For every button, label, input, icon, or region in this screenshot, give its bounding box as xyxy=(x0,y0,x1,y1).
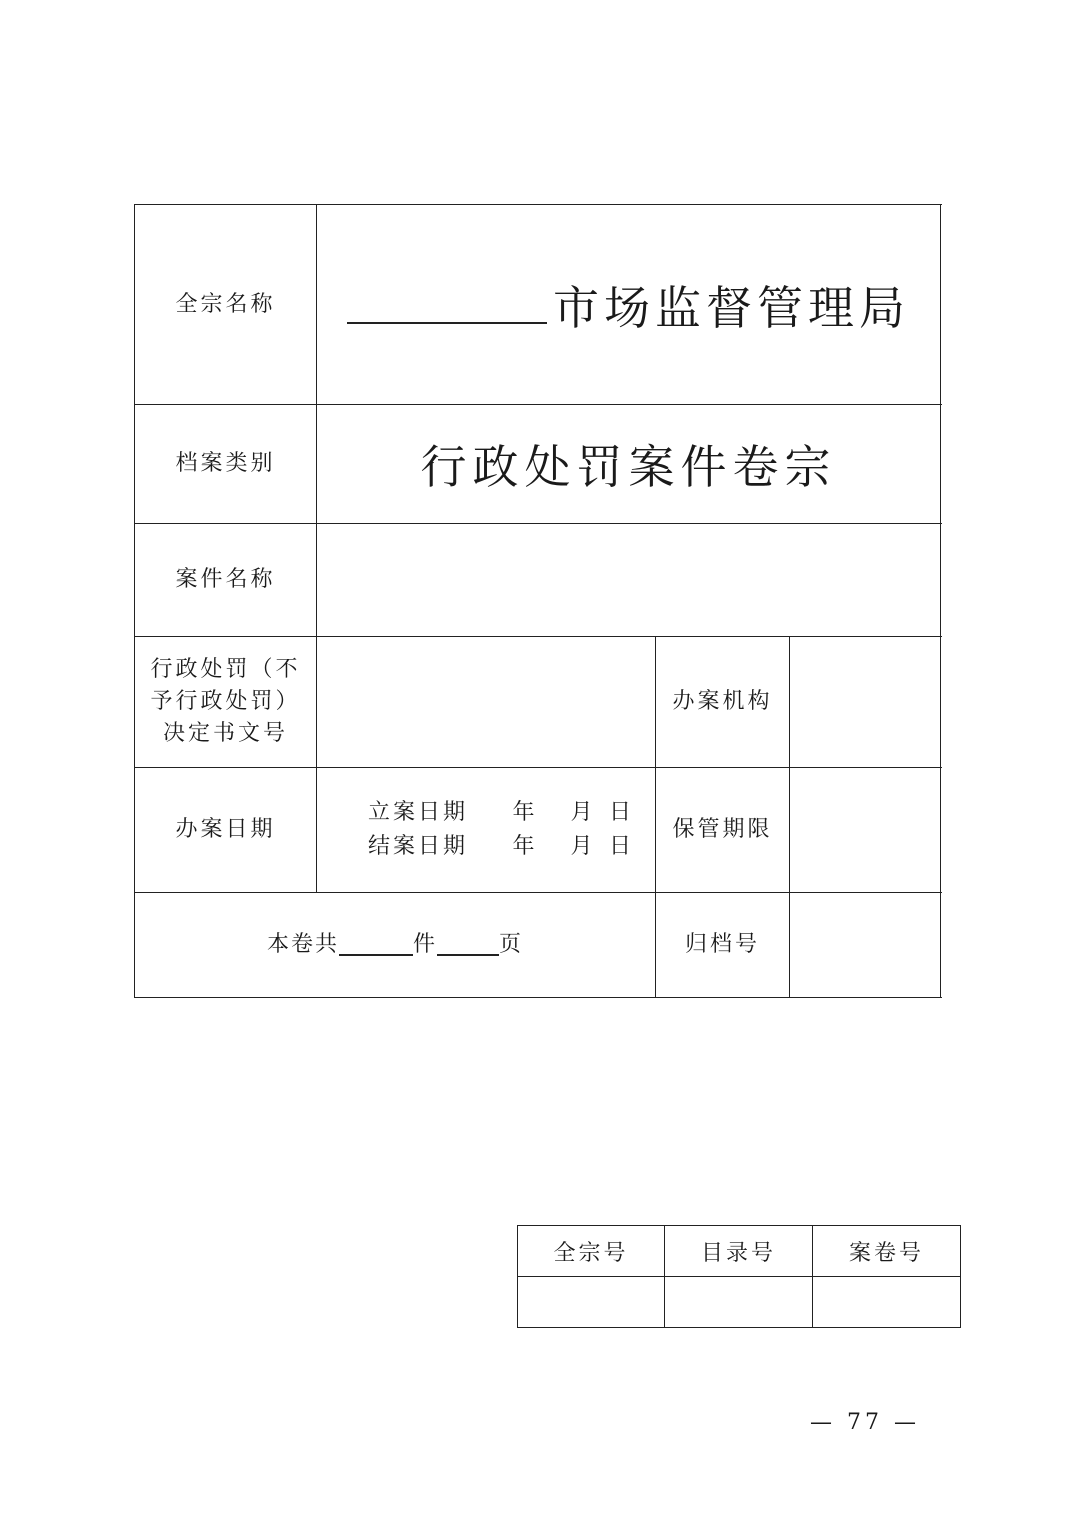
volume-pages-blank[interactable] xyxy=(437,953,499,956)
filing-month-label: 月 xyxy=(570,800,596,825)
catalog-no-label xyxy=(665,1226,812,1276)
closing-date-label: 结案日期 xyxy=(367,834,468,859)
handling-agency-label xyxy=(656,637,789,767)
closing-month-label: 月 xyxy=(570,834,596,859)
retention-period-label xyxy=(656,768,789,892)
decision-no-label-line2: 予行政处罚） xyxy=(150,689,301,715)
retention-period-label-text: 保管期限 xyxy=(672,817,773,843)
fonds-no-field[interactable] xyxy=(518,1277,664,1327)
file-no-field[interactable] xyxy=(813,1277,960,1327)
decision-no-label xyxy=(135,637,316,767)
volume-total-prefix: 本卷共 xyxy=(266,932,339,958)
closing-year-label: 年 xyxy=(512,834,538,859)
case-name-label xyxy=(135,524,316,636)
handling-agency-label-text: 办案机构 xyxy=(672,689,773,715)
handling-date-cell xyxy=(317,768,655,892)
catalog-no-field[interactable] xyxy=(665,1277,812,1327)
filing-day-label: 日 xyxy=(609,800,635,825)
archive-category-label xyxy=(135,405,316,523)
handling-date-label-text: 办案日期 xyxy=(175,817,276,843)
archive-no-field[interactable] xyxy=(790,893,940,997)
file-no-label-text: 案卷号 xyxy=(848,1240,924,1266)
fonds-name-label xyxy=(135,205,316,404)
archive-no-label-text: 归档号 xyxy=(684,932,760,958)
case-name-field[interactable] xyxy=(317,524,940,636)
retention-period-field[interactable] xyxy=(790,768,940,892)
filing-year-label: 年 xyxy=(512,800,538,825)
fonds-name-value-cell xyxy=(317,205,940,404)
case-name-label-text: 案件名称 xyxy=(175,567,276,593)
archive-no-label xyxy=(656,893,789,997)
closing-day-label: 日 xyxy=(609,834,635,859)
archive-category-value: 行政处罚案件卷宗 xyxy=(420,440,837,494)
page-number: — 77 — xyxy=(810,1410,920,1435)
handling-agency-field[interactable] xyxy=(790,637,940,767)
closing-date-row[interactable] xyxy=(343,830,634,864)
volume-items-unit: 件 xyxy=(412,932,437,958)
handling-date-label xyxy=(135,768,316,892)
filing-date-row[interactable] xyxy=(343,796,634,830)
archive-category-label-text: 档案类别 xyxy=(175,451,276,477)
file-no-label xyxy=(813,1226,960,1276)
decision-no-label-line3: 决定书文号 xyxy=(162,720,288,746)
fonds-no-label-text: 全宗号 xyxy=(553,1240,629,1266)
fonds-name-blank[interactable] xyxy=(347,321,547,324)
fonds-name-label-text: 全宗名称 xyxy=(175,291,276,317)
decision-no-label-line1: 行政处罚（不 xyxy=(150,657,301,683)
volume-pages-unit: 页 xyxy=(499,932,524,958)
fonds-name-value: 市场监督管理局 xyxy=(553,280,910,335)
decision-no-field[interactable] xyxy=(317,637,655,767)
filing-date-label: 立案日期 xyxy=(367,800,468,825)
volume-items-blank[interactable] xyxy=(339,953,413,956)
catalog-no-label-text: 目录号 xyxy=(700,1240,776,1266)
volume-total-cell xyxy=(135,893,655,997)
fonds-no-label xyxy=(518,1226,664,1276)
archive-category-value-cell xyxy=(317,405,940,523)
